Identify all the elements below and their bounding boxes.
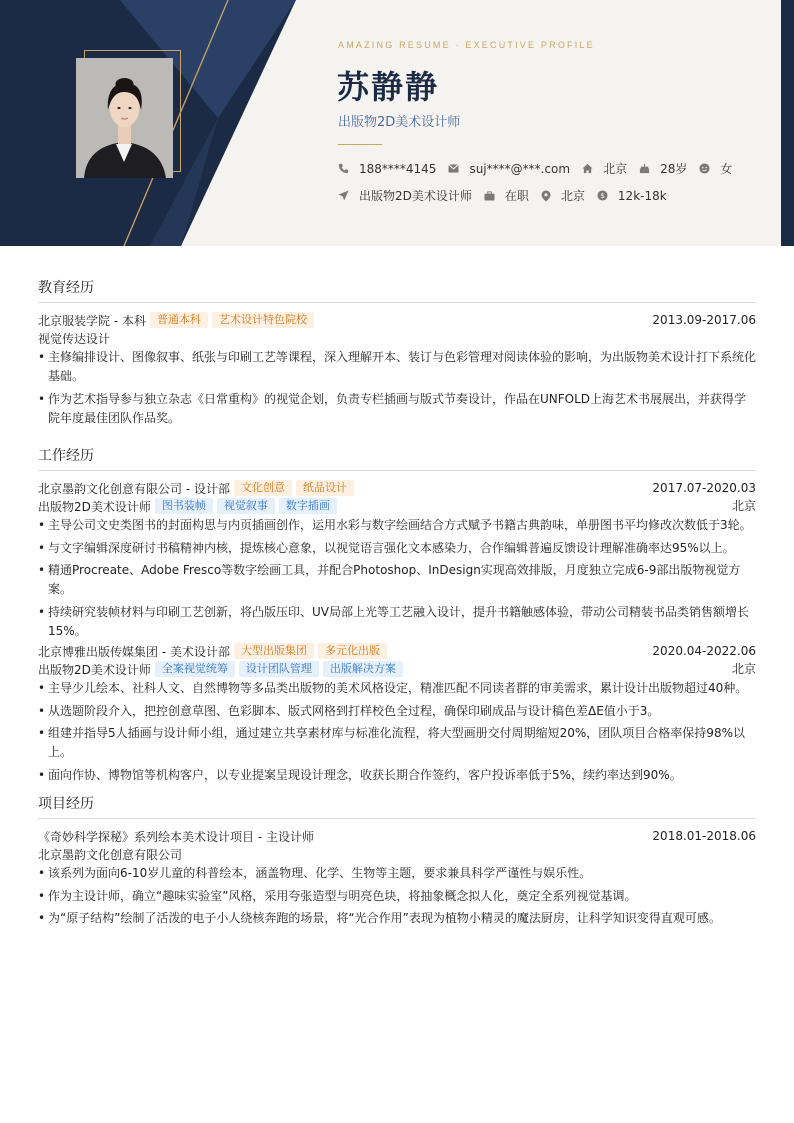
role-line: [38, 660, 756, 678]
info-status: [484, 187, 529, 204]
salary-text: 12k-18k: [617, 188, 667, 203]
company-tag: 纸品设计: [296, 480, 354, 496]
info-city: [582, 160, 627, 177]
list-item: • 持续研究装帧材料与印刷工艺创新，将凸版压印、UV局部上光等工艺融入设计，提升书籍触感体验，带动公司精装书品类销售额增长15%。: [38, 603, 756, 641]
list-item: • 组建并指导5人插画与设计师小组，通过建立共享素材库与标准化流程，将大型画册交付周期缩短20%，团队项目合格率保持98%以上。: [38, 724, 756, 762]
info-target-role: [338, 187, 472, 204]
project-header-line: [38, 827, 756, 845]
home-icon: [582, 163, 593, 174]
header-tagline: AMAZING RESUME · EXECUTIVE PROFILE: [338, 40, 595, 50]
work-header-line: [38, 642, 756, 660]
role-tag: 出版解决方案: [323, 661, 403, 677]
list-item: • 主修编排设计、图像叙事、纸张与印刷工艺等课程，深入理解开本、装订与色彩管理对阅读体验的影响，为出版物美术设计打下系统化基础。: [38, 348, 756, 386]
education-entry: [38, 311, 756, 428]
school-name: 北京服装学院 - 本科: [38, 313, 146, 328]
svg-text:$: $: [600, 191, 605, 200]
company-tag: 文化创意: [234, 480, 292, 496]
education-header-line: [38, 311, 756, 329]
candidate-title: 出版物2D美术设计师: [338, 115, 461, 130]
info-phone: [338, 162, 436, 176]
work-date: 2017.07-2020.03: [652, 481, 756, 495]
education-date: 2013.09-2017.06: [652, 313, 756, 327]
age-text: 28岁: [660, 162, 688, 176]
list-item: • 作为艺术指导参与独立杂志《日常重构》的视觉企划，负责专栏插画与版式节奏设计，作品在UNFOLD上海艺术书展展出，并获得学院年度最佳团队作品奖。: [38, 390, 756, 428]
phone-text: 188****4145: [359, 161, 437, 176]
work-title: 工作经历: [38, 445, 756, 471]
work-location: 北京: [731, 499, 756, 513]
list-item: • 从选题阶段介入，把控创意草图、色彩脚本、版式网格到打样校色全过程，确保印刷成品与设计稿色差ΔE值小于3。: [38, 702, 756, 721]
gender-icon: [699, 163, 710, 174]
target-city-text: 北京: [560, 189, 585, 203]
phone-icon: [338, 163, 349, 174]
project-org: 北京墨韵文化创意有限公司: [38, 847, 183, 862]
header-right-strip: [781, 0, 794, 246]
role-tag: 设计团队管理: [239, 661, 319, 677]
location-pin-icon: [541, 190, 551, 202]
work-bullets: [38, 516, 756, 641]
company-name: 北京墨韵文化创意有限公司 - 设计部: [38, 481, 230, 496]
role-tag: 数字插画: [279, 498, 337, 514]
school-tag: 普通本科: [150, 312, 208, 328]
education-section: [38, 277, 756, 431]
list-item: • 面向作协、博物馆等机构客户，以专业提案呈现设计理念，收获长期合作签约，客户投诉率低于5%，续约率达到90%。: [38, 766, 756, 785]
info-salary: [597, 189, 667, 203]
work-header-line: [38, 479, 756, 497]
info-email: [448, 162, 570, 176]
email-text: suj****@***.com: [469, 161, 571, 176]
target-role-text: 出版物2D美术设计师: [359, 189, 472, 203]
list-item: • 精通Procreate、Adobe Fresco等数字绘画工具，并配合Photoshop、InDesign实现高效排版，月度独立完成6-9部出版物视觉方案。: [38, 561, 756, 599]
role-name: 出版物2D美术设计师: [38, 662, 151, 677]
education-title: 教育经历: [38, 277, 756, 303]
contact-row: [338, 160, 744, 177]
project-title: 项目经历: [38, 793, 756, 819]
work-entry: [38, 642, 756, 785]
briefcase-icon: [484, 191, 495, 201]
job-row: [338, 187, 679, 204]
cake-icon: [639, 163, 650, 174]
project-date: 2018.01-2018.06: [652, 829, 756, 843]
list-item: • 为“原子结构”绘制了活泼的电子小人绕核奔跑的场景，将“光合作用”表现为植物小精灵的魔法厨房，让科学知识变得直观可感。: [38, 909, 756, 928]
list-item: • 该系列为面向6-10岁儿童的科普绘本，涵盖物理、化学、生物等主题，要求兼具科学严谨性与娱乐性。: [38, 864, 756, 883]
project-org-line: [38, 845, 756, 863]
work-bullets: [38, 679, 756, 785]
mail-icon: [448, 164, 459, 173]
work-location: 北京: [731, 662, 756, 676]
salary-icon: [597, 190, 608, 201]
project-name: 《奇妙科学探秘》系列绘本美术设计项目 - 主设计师: [38, 829, 314, 844]
role-name: 出版物2D美术设计师: [38, 499, 151, 514]
info-gender: [699, 160, 732, 177]
company-tag: 大型出版集团: [234, 643, 314, 659]
resume-header: [0, 0, 794, 246]
school-tag: 艺术设计特色院校: [212, 312, 314, 328]
project-section: [38, 793, 756, 932]
company-name: 北京博雅出版传媒集团 - 美术设计部: [38, 644, 230, 659]
work-entry: [38, 479, 756, 641]
profile-photo: [76, 58, 173, 178]
major-name: 视觉传达设计: [38, 331, 111, 346]
divider: [338, 144, 382, 145]
list-item: • 作为主设计师，确立“趣味实验室”风格，采用夸张造型与明亮色块，将抽象概念拟人化，奠定全系列视觉基调。: [38, 887, 756, 906]
gender-text: 女: [720, 162, 733, 176]
role-line: [38, 497, 756, 515]
city-text: 北京: [603, 162, 628, 176]
role-tag: 全案视觉统筹: [155, 661, 235, 677]
status-text: 在职: [504, 189, 529, 203]
work-date: 2020.04-2022.06: [652, 644, 756, 658]
candidate-name: 苏静静: [337, 68, 440, 106]
work-section: [38, 445, 756, 788]
list-item: • 主导少儿绘本、社科人文、自然博物等多品类出版物的美术风格设定，精准匹配不同读者群的审美需求，累计设计出版物超过40种。: [38, 679, 756, 698]
project-entry: [38, 827, 756, 928]
list-item: • 与文字编辑深度研讨书稿精神内核，提炼核心意象，以视觉语言强化文本感染力，合作编辑普遍反馈设计理解准确率达95%以上。: [38, 539, 756, 558]
info-age: [639, 160, 687, 177]
role-tag: 图书装帧: [155, 498, 213, 514]
info-target-city: [541, 187, 585, 204]
send-icon: [338, 190, 349, 201]
major-line: [38, 329, 756, 347]
education-bullets: [38, 348, 756, 428]
company-tag: 多元化出版: [318, 643, 387, 659]
list-item: • 主导公司文史类图书的封面构思与内页插画创作，运用水彩与数字绘画结合方式赋予书籍古典韵味，单册图书平均修改次数低于3轮。: [38, 516, 756, 535]
role-tag: 视觉叙事: [217, 498, 275, 514]
project-bullets: [38, 864, 756, 928]
